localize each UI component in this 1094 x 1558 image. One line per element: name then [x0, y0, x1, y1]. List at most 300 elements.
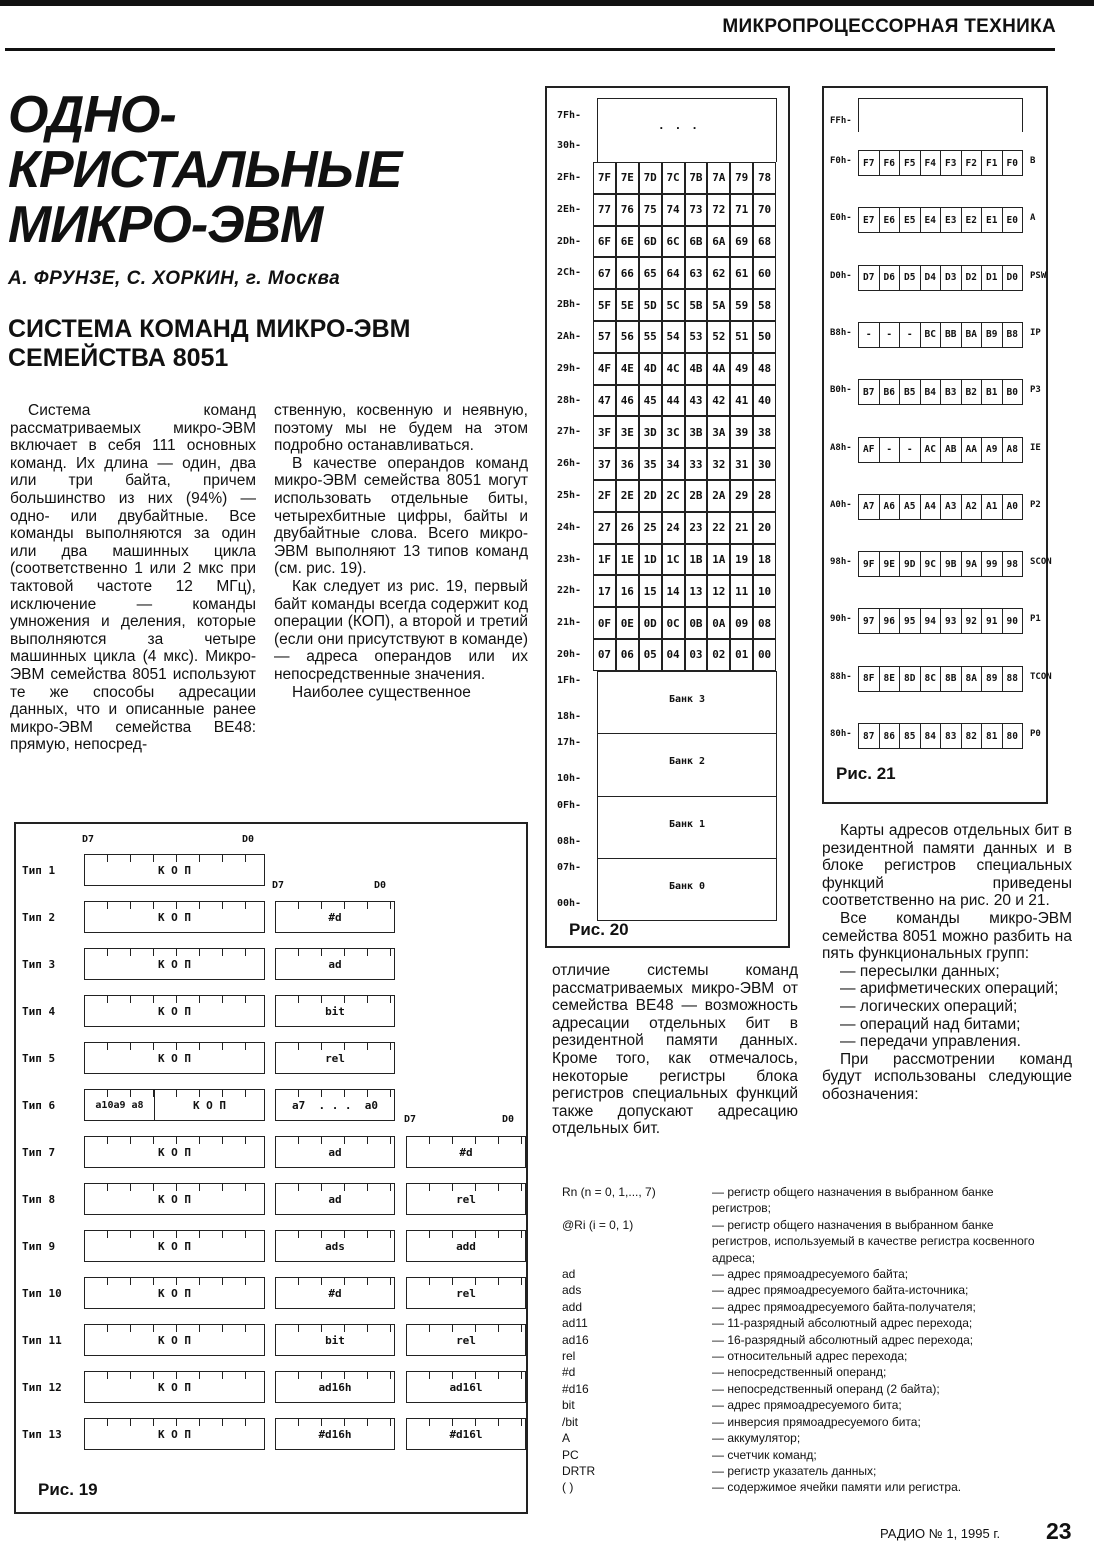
bit-cell: 77: [593, 194, 616, 226]
byte-label: add: [456, 1239, 476, 1253]
paragraph: Карты адресов отдельных бит в резидентной памяти данных и в блоке регистров специальных функций приведены соответственно на рис. 20 и 21.: [822, 822, 1072, 910]
sfr-row: [830, 551, 1052, 577]
legend-row: [562, 1184, 1042, 1217]
instruction-type-row: [22, 1324, 522, 1358]
bit-cell: 01: [730, 639, 753, 671]
type-label: Тип 3: [22, 958, 56, 971]
bit-cell: 59: [730, 289, 753, 321]
bit-cell: E1: [982, 207, 1003, 233]
legend-description: — непосредственный операнд;: [712, 1365, 887, 1380]
title-line: МИКРО-ЭВМ: [8, 196, 323, 254]
bit-cell: 05: [639, 639, 662, 671]
list-item: — пересылки данных;: [822, 963, 1072, 981]
bit-cell: 61: [730, 257, 753, 289]
type-label: Тип 12: [22, 1381, 62, 1394]
address-label: FFh-: [830, 116, 852, 126]
bit-cell: 66: [616, 257, 639, 289]
bit-cell: 9E: [880, 551, 901, 577]
type-label: Тип 6: [22, 1099, 56, 1112]
register-name: IP: [1030, 327, 1041, 338]
bit-cell: 4D: [639, 353, 662, 385]
register-name: P0: [1030, 729, 1041, 739]
address-label: A8h-: [830, 442, 852, 453]
bit-cell: 6E: [616, 226, 639, 258]
bit-cell: 25: [639, 512, 662, 544]
bit-label: D7: [404, 1114, 417, 1125]
bit-cell: BC: [921, 322, 942, 348]
byte-label: ad: [328, 1145, 342, 1159]
type-label: Тип 13: [22, 1428, 62, 1441]
operand-byte: [406, 1230, 526, 1262]
legend-symbol: @Ri (i = 0, 1): [562, 1217, 634, 1232]
bit-cell: 6F: [593, 226, 616, 258]
address-label: 30h-: [557, 140, 582, 151]
operand-byte: [406, 1418, 526, 1450]
bit-cell: 7F: [593, 162, 616, 194]
bit-cell: 6A: [707, 226, 730, 258]
bit-cell: 27: [593, 512, 616, 544]
opcode-byte: [84, 1371, 265, 1403]
bit-label: D7: [82, 834, 95, 845]
bit-cell: AC: [921, 437, 942, 463]
bit-cell: 84: [921, 723, 942, 749]
operand-byte: [406, 1277, 526, 1309]
bit-cell: 0F: [593, 607, 616, 639]
opcode-byte: [84, 901, 265, 933]
bit-cell: 1A: [707, 544, 730, 576]
bit-cell: 21: [730, 512, 753, 544]
byte-label: #d: [328, 910, 342, 924]
bit-cell: 91: [982, 608, 1003, 634]
byte-label: ad16l: [449, 1380, 483, 1394]
top-bar: [0, 0, 1094, 6]
bit-row: [593, 575, 776, 607]
bit-cell: 37: [593, 448, 616, 480]
bit-label: D7: [272, 880, 285, 891]
legend-description: — содержимое ячейки памяти или регистра.: [712, 1480, 962, 1495]
opcode-byte: [84, 1230, 265, 1262]
bit-cell: 23: [685, 512, 708, 544]
bit-cell: 1B: [685, 544, 708, 576]
bit-cell: 45: [639, 385, 662, 417]
register-name: PSW: [1030, 270, 1047, 281]
bit-cell: 95: [900, 608, 921, 634]
bit-cell: 26: [616, 512, 639, 544]
legend-description: — адрес прямоадресуемого байта;: [712, 1267, 909, 1282]
legend-row: [562, 1315, 1042, 1331]
bit-cell: 2D: [639, 480, 662, 512]
legend-row: [562, 1299, 1042, 1315]
bit-cell: B5: [900, 379, 921, 405]
bit-cell: 07: [593, 639, 616, 671]
byte-label: bit: [325, 1004, 345, 1018]
bit-cell: 2E: [616, 480, 639, 512]
bit-cell: 1E: [616, 544, 639, 576]
instruction-type-row: [22, 1230, 522, 1264]
legend-description: — счетчик команд;: [712, 1447, 817, 1462]
type-label: Тип 9: [22, 1240, 56, 1253]
bit-cell: 22: [707, 512, 730, 544]
bit-cell: 8B: [941, 666, 962, 692]
bit-cell: 0B: [685, 607, 708, 639]
bit-row: [593, 385, 776, 417]
legend-description: — инверсия прямоадресуемого бита;: [712, 1414, 921, 1429]
bit-cell: 9D: [900, 551, 921, 577]
bit-cell: F3: [941, 150, 962, 176]
bit-cell: 76: [616, 194, 639, 226]
bit-cell: 8E: [880, 666, 901, 692]
operand-byte: [275, 901, 395, 933]
opcode-byte: [84, 1136, 265, 1168]
register-name: TCON: [1030, 671, 1052, 682]
operand-byte: [275, 1136, 395, 1168]
operand-byte: [275, 995, 395, 1027]
bit-cell: 67: [593, 257, 616, 289]
bank-label: Банк 1: [668, 818, 706, 830]
bit-cell: 92: [962, 608, 983, 634]
bit-cell: B8: [1003, 322, 1024, 348]
section-rule: [5, 48, 1055, 51]
bit-cell: E2: [962, 207, 983, 233]
operand-byte: [275, 1183, 395, 1215]
bit-cell: 31: [730, 448, 753, 480]
paragraph: Все команды микро-ЭВМ семейства 8051 можно разбить на пять функциональных групп:: [822, 909, 1072, 963]
bit-cell: D2: [962, 265, 983, 291]
byte-label: bit: [325, 1333, 345, 1347]
address-label: A0h-: [830, 499, 852, 510]
bit-row: [593, 289, 776, 321]
bit-cell: 04: [662, 639, 685, 671]
bit-cell: BA: [962, 322, 983, 348]
bit-cell: 08: [753, 607, 776, 639]
sfr-row: [830, 150, 1045, 176]
text-column-4: [822, 822, 1072, 1104]
bit-cell: 35: [639, 448, 662, 480]
upper-sfr-box: [858, 98, 1023, 132]
bit-cell: 53: [685, 321, 708, 353]
bit-label: D0: [242, 834, 255, 845]
bit-row: [593, 544, 776, 576]
operand-byte: [275, 1089, 395, 1121]
instruction-type-row: [22, 1042, 522, 1076]
register-name: B: [1030, 156, 1036, 166]
legend-description: — регистр указатель данных;: [712, 1463, 877, 1478]
bit-cell: 86: [880, 723, 901, 749]
legend-symbol: ad: [562, 1267, 576, 1282]
sfr-bit-cells: [858, 551, 1023, 577]
bit-cell: 85: [900, 723, 921, 749]
text-column-2: [274, 402, 528, 701]
bit-cell: 55: [639, 321, 662, 353]
bit-cell: AB: [941, 437, 962, 463]
address-label: 21h-: [557, 617, 582, 629]
address-label: 2Fh-: [557, 172, 582, 183]
address-label: B0h-: [830, 385, 852, 396]
paragraph: Наиболее существенное: [292, 683, 471, 701]
legend-symbol: /bit: [562, 1414, 579, 1429]
legend-symbol: PC: [562, 1447, 579, 1462]
byte-label: #d: [459, 1145, 473, 1159]
bit-cell: -: [900, 322, 921, 348]
bit-cell: 54: [662, 321, 685, 353]
address-label: 17h-: [557, 737, 582, 749]
operand-byte: [275, 1418, 395, 1450]
legend-row: [562, 1282, 1042, 1298]
instruction-type-row: [22, 854, 522, 888]
type-label: Тип 10: [22, 1287, 62, 1300]
bit-cell: F4: [921, 150, 942, 176]
bit-cell: 8F: [859, 666, 880, 692]
address-label: 20h-: [557, 649, 582, 660]
bit-cell: 40: [753, 385, 776, 417]
legend-row: [562, 1463, 1042, 1479]
register-name: P3: [1030, 385, 1041, 396]
address-label: B8h-: [830, 327, 852, 338]
address-label: 90h-: [830, 614, 852, 625]
address-label: E0h-: [830, 213, 852, 224]
bit-cell: E3: [941, 207, 962, 233]
sfr-bit-cells: [858, 150, 1023, 176]
address-label: 1Fh-: [557, 674, 582, 686]
bit-cell: 5D: [639, 289, 662, 321]
bit-cell: 0C: [662, 607, 685, 639]
bit-cell: 87: [859, 723, 880, 749]
bit-cell: 75: [639, 194, 662, 226]
bit-cell: F6: [880, 150, 901, 176]
operand-byte: [406, 1371, 526, 1403]
legend-symbol: add: [562, 1299, 583, 1314]
bit-cell: B1: [982, 379, 1003, 405]
type-label: Тип 4: [22, 1005, 56, 1018]
operand-byte: [275, 1371, 395, 1403]
article-subtitle: [8, 315, 410, 373]
bit-cell: 42: [707, 385, 730, 417]
address-label: 28h-: [557, 394, 582, 406]
bit-cell: 29: [730, 480, 753, 512]
legend-description: — относительный адрес перехода;: [712, 1349, 908, 1364]
bit-row: [593, 512, 776, 544]
address-label: 18h-: [557, 710, 582, 722]
operand-byte: [406, 1136, 526, 1168]
byte-label: К О П: [157, 957, 192, 971]
legend-symbol: ( ): [562, 1480, 574, 1495]
register-bank-box: [597, 858, 777, 921]
bit-cell: 30: [753, 448, 776, 480]
address-label: 2Ah-: [557, 331, 582, 342]
address-label: 27h-: [557, 426, 582, 438]
legend-row: [562, 1430, 1042, 1446]
bit-cell: A8: [1003, 437, 1024, 463]
bit-row: [593, 162, 776, 194]
bit-cell: 7C: [662, 162, 685, 194]
bit-cell: 4E: [616, 353, 639, 385]
address-label: 29h-: [557, 362, 582, 374]
bit-cell: 68: [753, 226, 776, 258]
bit-cell: 09: [730, 607, 753, 639]
bit-cell: 15: [639, 575, 662, 607]
bit-cell: 7E: [616, 162, 639, 194]
bit-cell: 81: [982, 723, 1003, 749]
bit-cell: 39: [730, 416, 753, 448]
byte-label: К О П: [157, 1192, 192, 1206]
address-label: 2Eh-: [557, 203, 582, 215]
bit-cell: 83: [941, 723, 962, 749]
bit-cell: 4B: [685, 353, 708, 385]
address-high-bits: a10a9 a8: [85, 1090, 155, 1120]
bit-cell: 43: [685, 385, 708, 417]
paragraph: В качестве операндов команд микро-ЭВМ семейства 8051 могут использовать отдельные биты, четырехбитные цифры, байты и двубайтные слова. Всего микро-ЭВМ выполняют 13 типов команд (см. рис. 19).: [274, 454, 528, 578]
legend-symbol: bit: [562, 1398, 575, 1413]
bit-cell: 46: [616, 385, 639, 417]
legend-description: — регистр общего назначения в выбранном банке регистров;: [712, 1185, 994, 1216]
bit-cell: A1: [982, 494, 1003, 520]
opcode-byte: [84, 1277, 265, 1309]
subtitle-line: СИСТЕМА КОМАНД МИКРО-ЭВМ: [8, 315, 411, 343]
sfr-row: [830, 608, 1045, 634]
bit-cell: D5: [900, 265, 921, 291]
bit-cell: 02: [707, 639, 730, 671]
bit-cell: 93: [941, 608, 962, 634]
legend-row: [562, 1397, 1042, 1413]
byte-label: К О П: [157, 1286, 192, 1300]
bit-cell: 3F: [593, 416, 616, 448]
address-label: 23h-: [557, 553, 582, 565]
bit-cell: 79: [730, 162, 753, 194]
bit-cell: 24: [662, 512, 685, 544]
operand-byte: [275, 1042, 395, 1074]
bit-cell: B4: [921, 379, 942, 405]
article-title: [8, 88, 401, 253]
bit-label: D0: [374, 880, 387, 891]
bit-cell: 16: [616, 575, 639, 607]
bit-cell: 47: [593, 385, 616, 417]
bit-address-grid: [593, 162, 776, 671]
legend-description: — регистр общего назначения в выбранном банке регистров, используемый в качестве регистра косвенного адреса;: [712, 1217, 1035, 1265]
bit-row: [593, 257, 776, 289]
list-item: — логических операций;: [822, 998, 1072, 1016]
bit-cell: -: [880, 437, 901, 463]
bit-cell: D7: [859, 265, 880, 291]
sfr-row: [830, 723, 1045, 749]
bit-cell: 60: [753, 257, 776, 289]
register-bank-box: [597, 733, 777, 796]
register-name: IE: [1030, 442, 1041, 453]
legend-description: — адрес прямоадресуемого бита;: [712, 1398, 902, 1413]
bit-cell: 9C: [921, 551, 942, 577]
bit-cell: 3B: [685, 416, 708, 448]
bit-cell: 57: [593, 321, 616, 353]
bit-cell: 38: [753, 416, 776, 448]
register-bank-box: [597, 671, 777, 734]
address-label: 2Bh-: [557, 299, 582, 311]
paragraph: отличие системы команд рассматриваемых микро-ЭВМ от семейства ВЕ48 — возможность адресации отдельных бит в резидентной памяти данных. Кроме того, как отмечалось, некоторые регистры блока регистров специальных функций также допускают адресацию отдельных бит.: [552, 962, 798, 1138]
legend-symbol: ads: [562, 1283, 582, 1298]
bit-cell: 03: [685, 639, 708, 671]
bit-cell: 10: [753, 575, 776, 607]
figure-caption: Рис. 21: [836, 764, 896, 783]
byte-label: К О П: [157, 1051, 192, 1065]
bit-cell: 9A: [962, 551, 983, 577]
legend-description: — 11-разрядный абсолютный адрес перехода;: [712, 1316, 973, 1331]
bit-cell: 80: [1003, 723, 1024, 749]
bit-cell: 74: [662, 194, 685, 226]
legend-symbol: ad16: [562, 1332, 589, 1347]
legend-row: [562, 1332, 1042, 1348]
register-name: A: [1030, 213, 1036, 224]
legend-row: [562, 1479, 1042, 1495]
sfr-row: [830, 207, 1045, 233]
type-label: Тип 1: [22, 864, 56, 877]
bit-cell: 50: [753, 321, 776, 353]
bit-cell: 94: [921, 608, 942, 634]
bit-cell: 98: [1003, 551, 1024, 577]
instruction-type-row: [22, 1418, 522, 1452]
bit-cell: E6: [880, 207, 901, 233]
type-label: Тип 7: [22, 1146, 56, 1159]
bit-label: D0: [502, 1114, 515, 1125]
register-name: SCON: [1030, 557, 1052, 568]
article-authors: А. ФРУНЗЕ, С. ХОРКИН, г. Москва: [8, 268, 341, 289]
bit-cell: 33: [685, 448, 708, 480]
register-bank-box: [597, 796, 777, 859]
bit-cell: E5: [900, 207, 921, 233]
type-label: Тип 8: [22, 1193, 56, 1206]
type-label: Тип 5: [22, 1052, 56, 1065]
register-name: P2: [1030, 499, 1041, 510]
bit-cell: F5: [900, 150, 921, 176]
byte-label: rel: [456, 1286, 476, 1300]
bit-row: [593, 226, 776, 258]
opcode-byte: [84, 1042, 265, 1074]
operand-byte: [406, 1183, 526, 1215]
bit-cell: F7: [859, 150, 880, 176]
bit-cell: -: [880, 322, 901, 348]
address-label: 26h-: [557, 458, 582, 470]
bit-cell: 71: [730, 194, 753, 226]
bit-cell: F2: [962, 150, 983, 176]
legend-description: — адрес прямоадресуемого байта-источника;: [712, 1283, 969, 1298]
byte-label: К О П: [157, 863, 192, 877]
instruction-type-row: [22, 1183, 522, 1217]
bit-cell: -: [900, 437, 921, 463]
sfr-bit-cells: [858, 379, 1023, 405]
bit-cell: D4: [921, 265, 942, 291]
address-label: 2Ch-: [557, 267, 582, 279]
sfr-bit-cells: [858, 207, 1023, 233]
list-item: — арифметических операций;: [822, 980, 1072, 998]
bit-cell: 58: [753, 289, 776, 321]
bit-cell: E4: [921, 207, 942, 233]
address-low-bits: a7 . . . a0: [291, 1098, 379, 1112]
bit-cell: D1: [982, 265, 1003, 291]
address-label: 24h-: [557, 521, 582, 533]
instruction-type-row: [22, 1277, 522, 1311]
opcode-label: К О П: [192, 1098, 227, 1112]
opcode-byte: [84, 948, 265, 980]
bit-cell: E7: [859, 207, 880, 233]
bit-cell: 7A: [707, 162, 730, 194]
type-label: Тип 2: [22, 911, 56, 924]
legend-description: — 16-разрядный абсолютный адрес перехода;: [712, 1332, 974, 1347]
list-item: — операций над битами;: [822, 1016, 1072, 1034]
bit-cell: B6: [880, 379, 901, 405]
address-label: D0h-: [830, 270, 852, 281]
bit-cell: 12: [707, 575, 730, 607]
byte-label: ads: [325, 1239, 345, 1253]
operand-byte: [275, 1277, 395, 1309]
bit-cell: -: [859, 322, 880, 348]
byte-label: К О П: [157, 1427, 192, 1441]
